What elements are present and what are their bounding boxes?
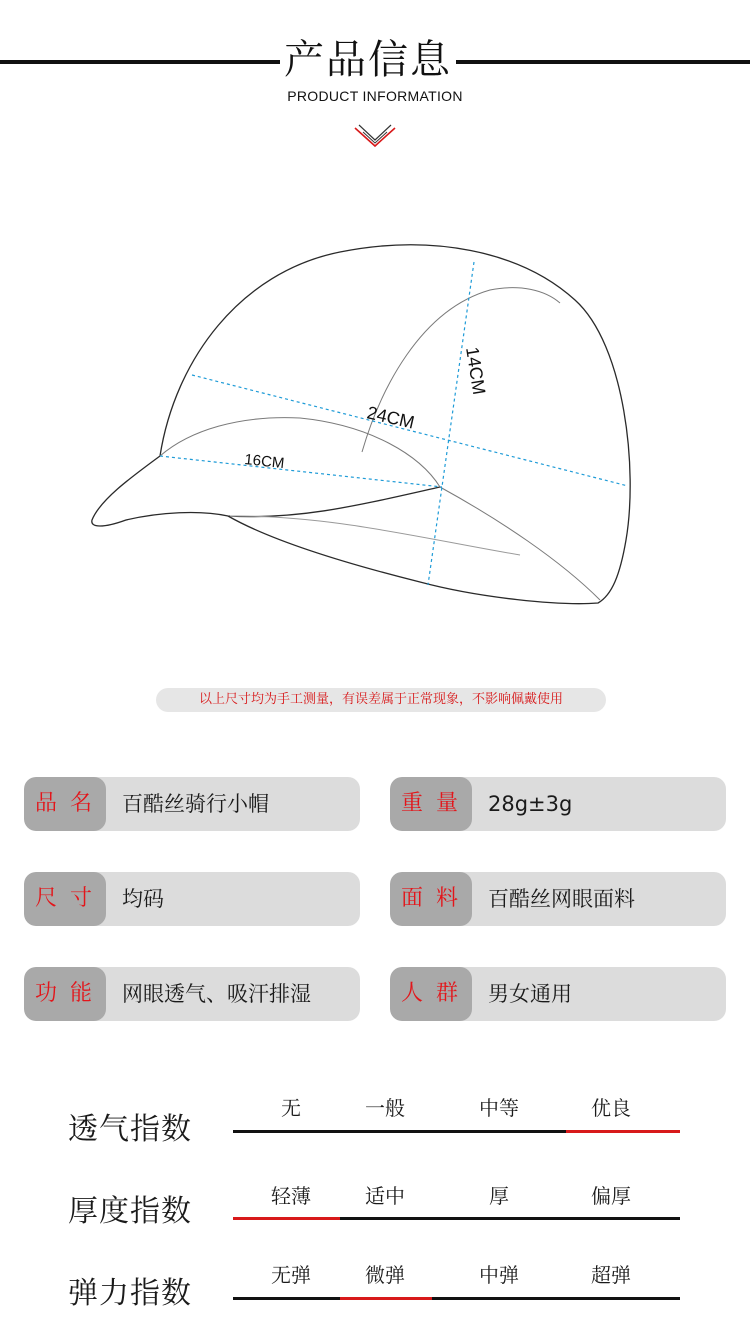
spec-value: 男女通用 (488, 982, 572, 1006)
side-seam-2 (230, 516, 520, 555)
spec-key: 品 名 (24, 777, 106, 831)
spec-card-size (24, 872, 360, 926)
index-selected-bar (340, 1297, 432, 1300)
title-rule-right (456, 60, 750, 64)
spec-value: 百酷丝骑行小帽 (122, 792, 269, 816)
index-option: 适中 (365, 1184, 405, 1208)
spec-card-audience (390, 967, 726, 1021)
index-label-elasticity: 弹力指数 (68, 1276, 192, 1311)
spec-value: 百酷丝网眼面料 (488, 887, 635, 911)
index-option: 一般 (365, 1096, 405, 1120)
label-14cm: 14CM (462, 345, 490, 397)
spec-card-name (24, 777, 360, 831)
label-16cm: 16CM (243, 451, 286, 473)
title-rule-left (0, 60, 280, 64)
spec-key: 功 能 (24, 967, 106, 1021)
page-title: 产品信息 (284, 37, 452, 83)
index-selected-bar (233, 1217, 340, 1220)
index-option: 偏厚 (591, 1184, 631, 1208)
index-option: 无弹 (271, 1263, 311, 1287)
spec-card-weight (390, 777, 726, 831)
index-option-selected: 优良 (591, 1096, 631, 1120)
index-track (233, 1297, 680, 1300)
spec-card-fabric (390, 872, 726, 926)
spec-key: 人 群 (390, 967, 472, 1021)
side-seam-1 (440, 487, 600, 600)
measurement-note: 以上尺寸均为手工测量，有误差属于正常现象，不影响佩戴使用 (156, 688, 606, 712)
chevron-down-icon (353, 124, 397, 152)
spec-card-function (24, 967, 360, 1021)
page-subtitle: PRODUCT INFORMATION (287, 88, 463, 104)
index-option: 厚 (489, 1184, 509, 1208)
index-option-selected: 微弹 (365, 1263, 405, 1287)
index-option: 中弹 (479, 1263, 519, 1287)
index-selected-bar (566, 1130, 680, 1133)
spec-value: 网眼透气、吸汗排湿 (122, 982, 311, 1006)
label-24cm: 24CM (365, 402, 417, 433)
spec-value: 28g±3g (488, 792, 573, 816)
spec-value: 均码 (122, 887, 164, 911)
index-option: 超弹 (591, 1263, 631, 1287)
index-option: 中等 (479, 1096, 519, 1120)
index-option: 无 (281, 1096, 301, 1120)
index-label-breathability: 透气指数 (68, 1112, 192, 1147)
measure-line-brim (160, 456, 442, 487)
measure-line-height (428, 262, 474, 585)
index-label-thickness: 厚度指数 (68, 1194, 192, 1229)
index-option-selected: 轻薄 (271, 1184, 311, 1208)
spec-key: 尺 寸 (24, 872, 106, 926)
spec-key: 重 量 (390, 777, 472, 831)
cap-size-diagram (0, 230, 750, 620)
spec-key: 面 料 (390, 872, 472, 926)
